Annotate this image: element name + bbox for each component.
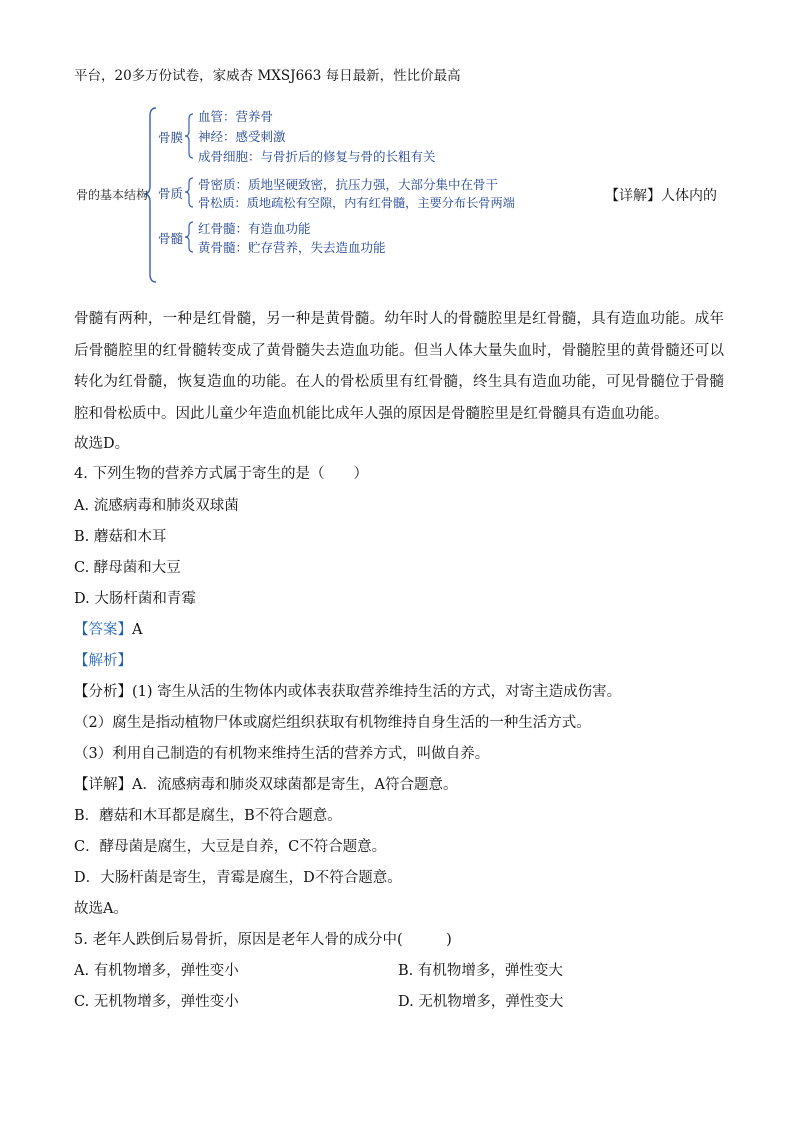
q4-xiangjie-4: D．大肠杆菌是寄生，青霉是腐生，D不符合题意。 xyxy=(74,870,402,886)
q4-analysis-tag: 【解析】 xyxy=(74,653,132,669)
q4-fenxi-2: （2）腐生是指动植物尸体或腐烂组织获取有机物维持自身生活的一种生活方式。 xyxy=(74,715,591,731)
q5-option-c: C. 无机物增多，弹性变小 xyxy=(74,994,239,1010)
q4-choose: 故选A。 xyxy=(74,901,128,917)
fenxi-tag: 【分析】 xyxy=(74,684,132,700)
diagram-item: 成骨细胞：与骨折后的修复与骨的长粗有关 xyxy=(198,149,436,164)
marrow-explanation-paragraph: 骨髓有两种，一种是红骨髓，另一种是黄骨髓。幼年时人的骨髓腔里是红骨髓，具有造血功能。成年后骨髓腔里的红骨髓转变成了黄骨髓失去造血功能。但当人体大量失血时，骨髓腔里的黄骨髓还可以转化为红骨髓，恢复造血的功能。在人的骨松质里有红骨髓，终生具有造血功能，可见骨髓位于骨髓腔和骨松质中。因此儿童少年造血机能比成年人强的原因是骨髓腔里是红骨髓具有造血功能。 xyxy=(74,311,724,422)
q5-stem: 5. 老年人跌倒后易骨折，原因是老年人骨的成分中( ) xyxy=(74,932,452,948)
q4-xiangjie-3: C．酵母菌是腐生，大豆是自养，C不符合题意。 xyxy=(74,839,387,855)
xiangjie-tag: 【详解】 xyxy=(74,777,132,793)
q4-option-c: C. 酵母菌和大豆 xyxy=(74,560,181,576)
xiangjie-text: A．流感病毒和肺炎双球菌都是寄生，A符合题意。 xyxy=(132,777,458,793)
answer-value: A xyxy=(132,622,143,638)
choose-line-1: 故选D。 xyxy=(74,436,130,452)
q4-option-d: D. 大肠杆菌和青霉 xyxy=(74,591,196,607)
header-line: 平台，20多万份试卷，家威杏 MXSJ663 每日最新，性比价最高 xyxy=(74,68,461,84)
answer-tag: 【答案】 xyxy=(74,622,132,638)
q4-xiangjie-2: B．蘑菇和木耳都是腐生，B不符合题意。 xyxy=(74,808,342,824)
diagram-group-marrow: 骨髓 xyxy=(158,231,184,246)
q4-option-a: A. 流感病毒和肺炎双球菌 xyxy=(74,498,239,514)
detail-tag: 【详解】 xyxy=(605,188,661,204)
fenxi-text: (1) 寄生从活的生物体内或体表获取营养维持生活的方式，对寄主造成伤害。 xyxy=(132,684,622,700)
detail-tail xyxy=(605,186,717,206)
diagram-item: 红骨髓：有造血功能 xyxy=(198,221,311,236)
q4-stem: 4. 下列生物的营养方式属于寄生的是（ ） xyxy=(74,466,368,482)
q5-option-b: B. 有机物增多，弹性变大 xyxy=(398,963,563,979)
q5-option-a: A. 有机物增多，弹性变小 xyxy=(74,963,239,979)
q4-fenxi-3: （3）利用自己制造的有机物来维持生活的营养方式，叫做自养。 xyxy=(74,746,490,762)
diagram-group-periosteum: 骨膜 xyxy=(158,130,184,145)
diagram-item: 骨密质：质地坚硬致密，抗压力强，大部分集中在骨干 xyxy=(198,177,499,192)
diagram-item: 血管：营养骨 xyxy=(198,109,274,124)
q5-option-d: D. 无机物增多，弹性变大 xyxy=(398,994,564,1010)
diagram-item: 神经：感受刺激 xyxy=(198,129,286,144)
q4-answer xyxy=(74,620,142,640)
diagram-root-label: 骨的基本结构 xyxy=(76,188,149,202)
diagram-item: 黄骨髓：贮存营养，失去造血功能 xyxy=(198,240,386,255)
diagram-item: 骨松质：质地疏松有空隙，内有红骨髓，主要分布长骨两端 xyxy=(198,196,515,210)
diagram-group-bone-substance: 骨质 xyxy=(158,186,184,201)
q4-option-b: B. 蘑菇和木耳 xyxy=(74,529,167,545)
detail-tail-text: 人体内的 xyxy=(661,188,717,204)
q4-fenxi-1 xyxy=(74,682,621,702)
q4-xiangjie-1 xyxy=(74,775,457,795)
